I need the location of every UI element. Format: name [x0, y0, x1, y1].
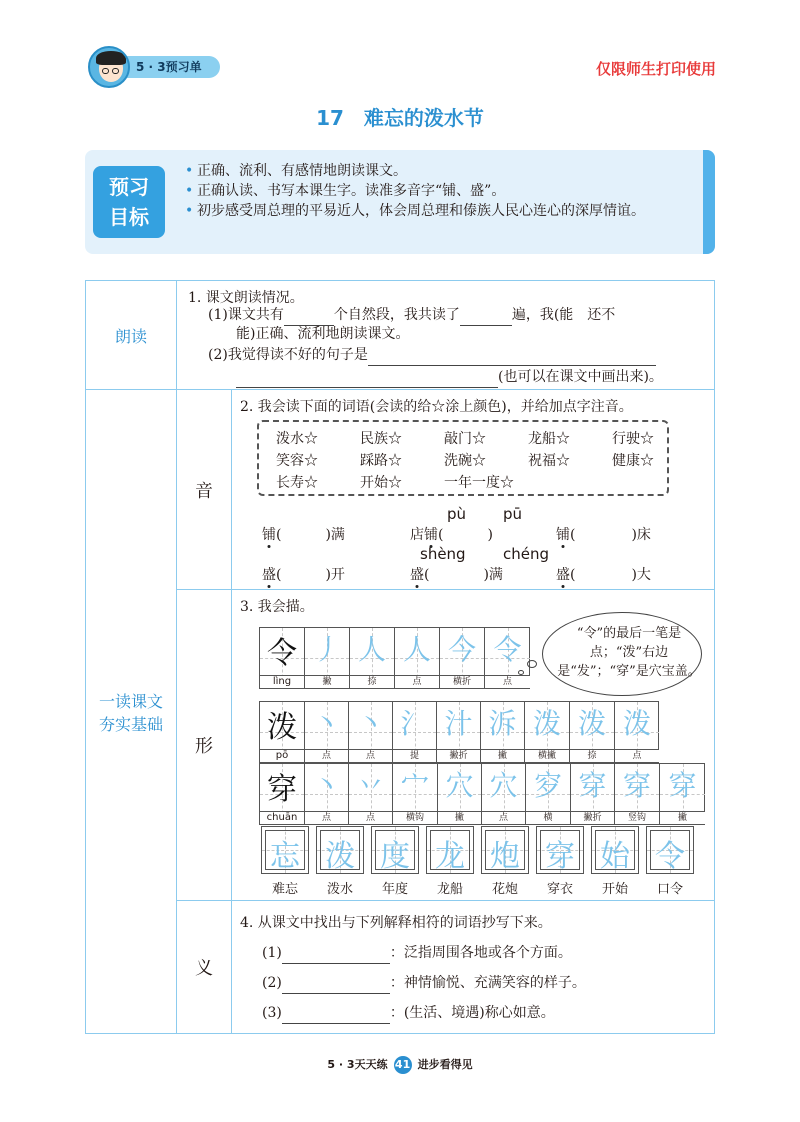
q1-title: 1. 课文朗读情况。: [188, 290, 304, 306]
tracing-word: 开始: [601, 882, 628, 897]
sub-label-shape: 形: [195, 736, 213, 757]
answer-blank[interactable]: [368, 350, 656, 366]
tracing-box[interactable]: 泼: [316, 826, 364, 874]
word-item[interactable]: 龙船☆: [528, 431, 570, 447]
q4-item: (2) ：神情愉悦、充满笑容的样子。: [262, 972, 586, 994]
goals-side-strip: [703, 150, 715, 254]
tracing-grid-chuan: 穿 chuān 丶 点 丷 点 宀 横钩 穴 撇 穴 点 穸 横 穿 撇折 穿 竖钩 穿 撇: [259, 763, 705, 825]
tracing-word: 花炮: [491, 882, 518, 897]
bubble-tail: [518, 670, 524, 675]
q1-part2: (2)我觉得读不好的句子是: [208, 344, 708, 366]
polyphone-item: 盛 ( )开: [262, 564, 345, 586]
word-item[interactable]: 祝福☆: [528, 453, 570, 469]
pinyin-option: pū: [503, 505, 523, 523]
goal-item: • 正确认读、书写本课生字。读准多音字“铺、盛”。: [185, 183, 506, 199]
word-item[interactable]: 民族☆: [360, 431, 402, 447]
q1-part1: (1)课文共有 个自然段，我共读了 遍，我(能 还不: [208, 304, 708, 326]
tracing-grid-po: 泼 pō 丶 点 丶 点 氵 提 汁 撇折 泝 撇 泼 横撇 泼 捺 泼 点: [259, 701, 659, 763]
word-item[interactable]: 敲门☆: [444, 431, 486, 447]
tracing-word: 难忘: [271, 882, 298, 897]
word-item[interactable]: 健康☆: [612, 453, 654, 469]
hint-text: “令”的最后一笔是点；“泼”右边是“发”；“穿”是穴宝盖。: [557, 626, 701, 679]
tracing-word: 泼水: [326, 882, 353, 897]
tracing-grid-ling: 令 lìng 丿 撇 人 捺 人 点 今 横折 令 点: [259, 627, 530, 689]
polyphone-item: 店铺 ( ): [410, 524, 493, 546]
sub-label-meaning: 义: [195, 958, 213, 979]
tracing-box[interactable]: 穿: [536, 826, 584, 874]
tracing-box[interactable]: 令: [646, 826, 694, 874]
answer-blank[interactable]: [236, 372, 498, 388]
q1-part1-cont: 能)正确、流利地朗读课文。: [236, 326, 410, 342]
word-item[interactable]: 洗碗☆: [444, 453, 486, 469]
page-number: 41: [394, 1056, 412, 1074]
tracing-box[interactable]: 龙: [426, 826, 474, 874]
q4-item: (1) ：泛指周围各地或各个方面。: [262, 942, 572, 964]
answer-blank[interactable]: [282, 1008, 390, 1024]
word-item[interactable]: 泼水☆: [276, 431, 318, 447]
polyphone-item: 盛 ( )满: [410, 564, 503, 586]
tracing-word: 年度: [381, 882, 408, 897]
section-basics-label: 一读课文 夯实基础: [98, 691, 163, 734]
word-item[interactable]: 开始☆: [360, 475, 402, 491]
page-title: 17 难忘的泼水节: [316, 106, 484, 130]
polyphone-item: 铺 ( )床: [556, 524, 651, 546]
word-item[interactable]: 行驶☆: [612, 431, 654, 447]
footer-left: 5 · 3天天练: [327, 1058, 388, 1071]
word-item[interactable]: 笑容☆: [276, 453, 318, 469]
q3-title: 3. 我会描。: [240, 599, 314, 615]
goals-list: [185, 161, 695, 221]
word-item[interactable]: 踩路☆: [360, 453, 402, 469]
tracing-box[interactable]: 忘: [261, 826, 309, 874]
q4-title: 4. 从课文中找出与下列解释相符的词语抄写下来。: [240, 915, 552, 931]
goals-badge: 预习 目标: [93, 166, 165, 238]
goal-item: • 初步感受周总理的平易近人，体会周总理和傣族人民心连心的深厚情谊。: [185, 203, 645, 219]
tracing-word: 穿衣: [546, 882, 573, 897]
mascot-logo: [88, 46, 130, 88]
tracing-word: 口令: [656, 882, 683, 897]
polyphone-item: 铺 ( )满: [262, 524, 345, 546]
pinyin-option: pù: [447, 505, 467, 523]
bubble-tail: [527, 660, 537, 668]
polyphone-item: 盛 ( )大: [556, 564, 651, 586]
section-reading-label: 朗读: [114, 326, 147, 346]
footer-right: 进步看得见: [417, 1058, 473, 1071]
tracing-box[interactable]: 炮: [481, 826, 529, 874]
word-item[interactable]: 长寿☆: [276, 475, 318, 491]
goal-item: • 正确、流利、有感情地朗读课文。: [185, 163, 407, 179]
preview-goals-box: [85, 150, 715, 254]
q4-item: (3) ：(生活、境遇)称心如意。: [262, 1002, 555, 1024]
footer: [0, 1056, 800, 1074]
print-note: 仅限师生打印使用: [595, 60, 716, 78]
word-item[interactable]: 一年一度☆: [444, 475, 514, 491]
answer-blank[interactable]: [282, 948, 390, 964]
tracing-word: 龙船: [436, 882, 463, 897]
answer-blank[interactable]: [460, 310, 512, 326]
q1-part2-cont: (也可以在课文中画出来)。: [236, 366, 712, 388]
sub-label-sound: 音: [195, 480, 213, 502]
pinyin-option: chéng: [503, 545, 550, 563]
series-label: 5 · 3预习单: [118, 56, 220, 78]
tracing-box[interactable]: 度: [371, 826, 419, 874]
q2-title: 2. 我会读下面的词语(会读的给☆涂上颜色)，并给加点字注音。: [240, 399, 633, 415]
pinyin-option: shèng: [420, 545, 466, 563]
answer-blank[interactable]: [282, 978, 390, 994]
tracing-box[interactable]: 始: [591, 826, 639, 874]
